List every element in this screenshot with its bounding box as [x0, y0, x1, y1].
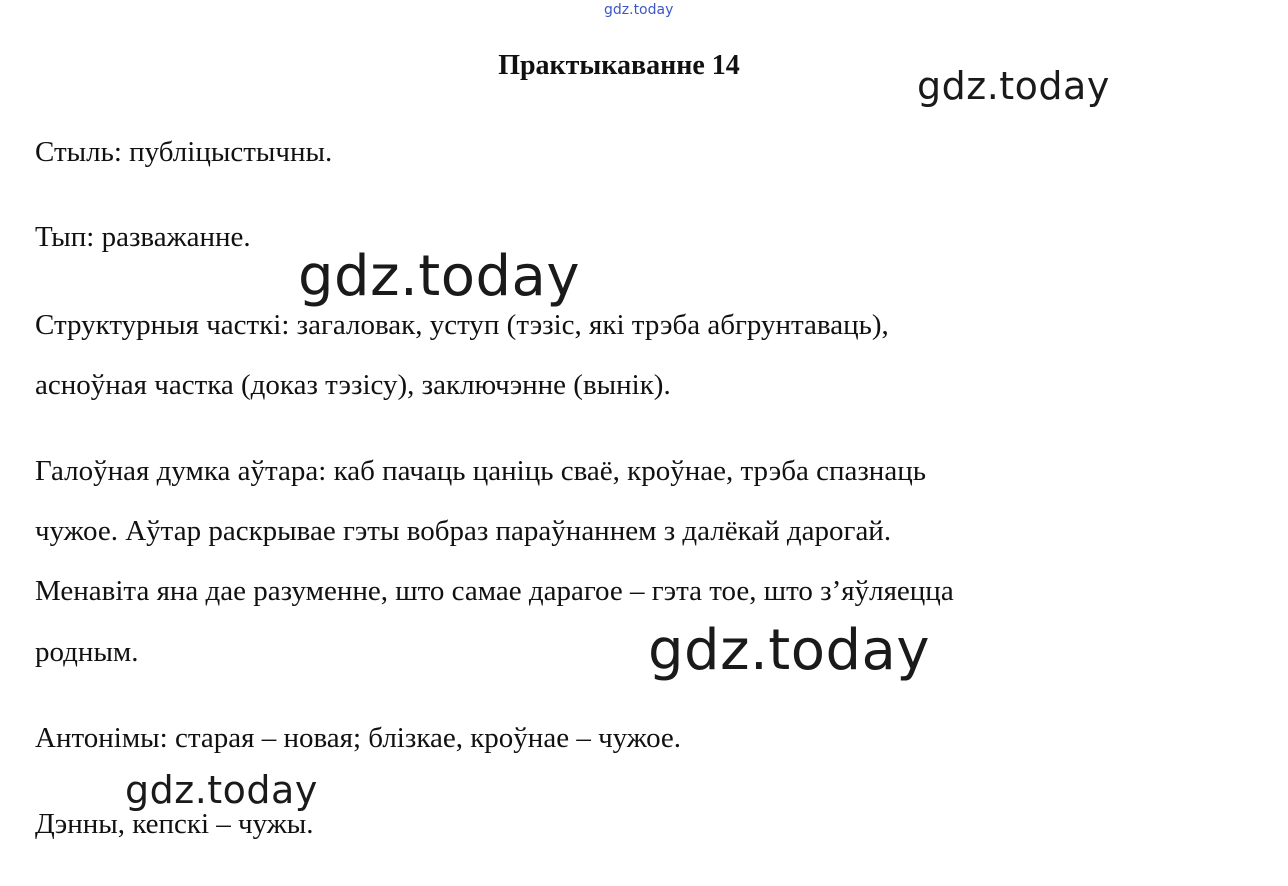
watermark-top: gdz.today	[604, 2, 674, 18]
idea-line-2: чужое. Аўтар раскрывае гэты вобраз параўнаннем з далёкай дарогай.	[35, 515, 892, 547]
idea-line-4: родным.	[35, 636, 139, 668]
type-line: Тып: разважанне.	[35, 221, 251, 253]
last-line: Дэнны, кепскі – чужы.	[35, 808, 314, 840]
idea-line-1: Галоўная думка аўтара: каб пачаць цаніць сваё, кроўнае, трэба спазнаць	[35, 455, 926, 487]
idea-line-3: Менавіта яна дае разуменне, што самае дарагое – гэта тое, што з’яўляецца	[35, 575, 954, 607]
page-title: Практыкаванне 14	[498, 50, 740, 81]
watermark: gdz.today	[125, 768, 318, 812]
watermark: gdz.today	[917, 64, 1110, 108]
watermark: gdz.today	[648, 618, 931, 683]
structure-line-1: Структурныя часткі: загаловак, уступ (тэзіс, які трэба абгрунтаваць),	[35, 309, 889, 341]
style-line: Стыль: публіцыстычны.	[35, 136, 333, 168]
structure-line-2: асноўная частка (доказ тэзісу), заключэнне (вынік).	[35, 369, 671, 401]
antonyms-line: Антонімы: старая – новая; блізкае, кроўнае – чужое.	[35, 722, 682, 754]
watermark: gdz.today	[298, 244, 581, 309]
